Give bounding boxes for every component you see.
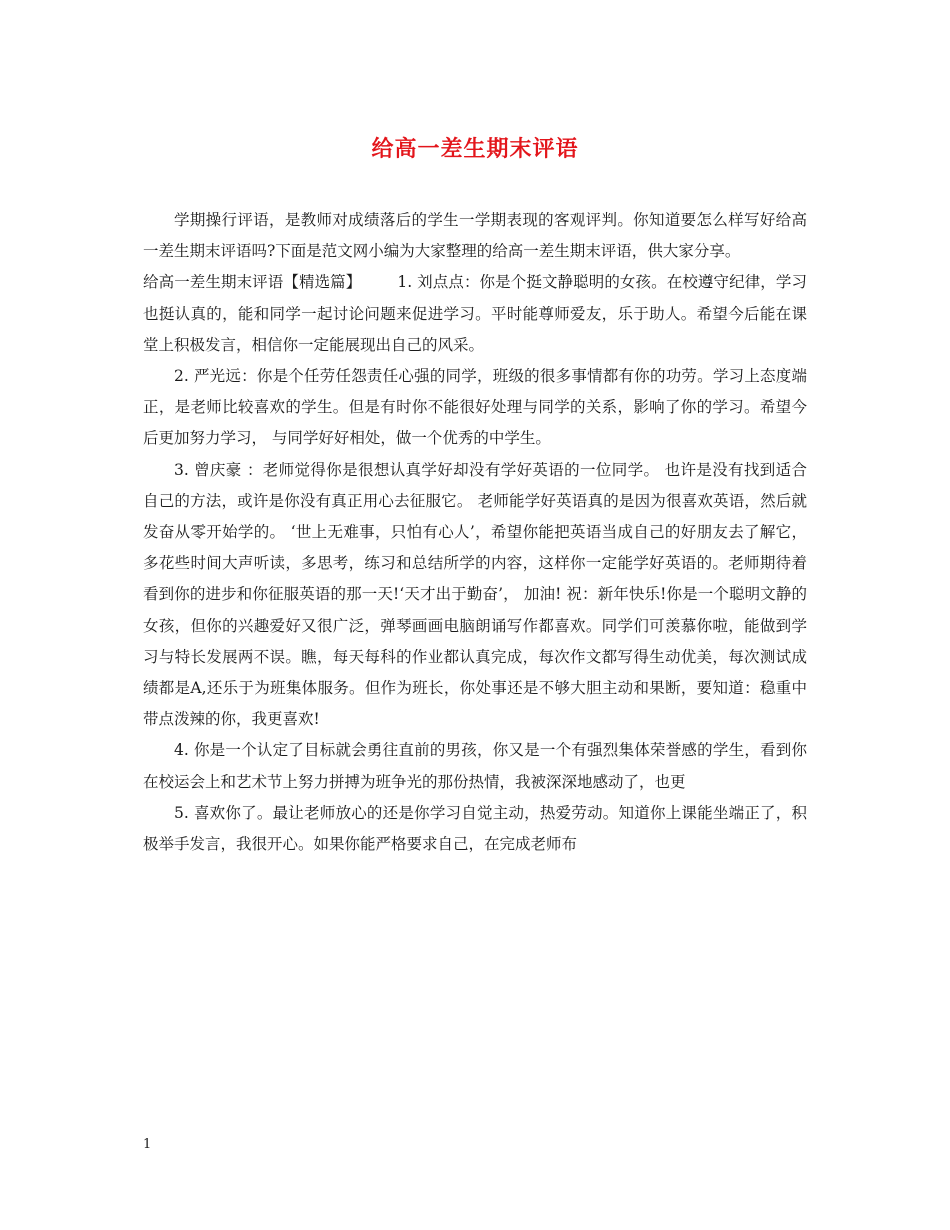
intro-paragraph: 学期操行评语，是教师对成绩落后的学生一学期表现的客观评判。你知道要怎么样写好给高一差生期末评语吗?下面是范文网小编为大家整理的给高一差生期末评语，供大家分享。 [143, 211, 807, 261]
section-heading-paragraph [143, 267, 807, 361]
document-body [143, 205, 807, 860]
page-number: 1 [143, 1137, 152, 1152]
document-title: 给高一差生期末评语 [371, 136, 579, 162]
section-heading: 给高一差生期末评语【精选篇】 [143, 273, 362, 292]
item-4: 4. 你是一个认定了目标就会勇往直前的男孩，你又是一个有强烈集体荣誉感的学生，看到你在校运会上和艺术节上努力拼搏为班争光的那份热情，我被深深地感动了，也更 [143, 741, 807, 791]
item-2: 2. 严光远：你是个任劳任怨责任心强的同学，班级的很多事情都有你的功劳。学习上态度端正，是老师比较喜欢的学生。但是有时你不能很好处理与同学的关系，影响了你的学习。希望今后更加努力学习， 与同学好好相处，做一个优秀的中学生。 [143, 367, 807, 448]
item-5: 5. 喜欢你了。最让老师放心的还是你学习自觉主动，热爱劳动。知道你上课能坐端正了，积极举手发言，我很开心。如果你能严格要求自己，在完成老师布 [143, 803, 807, 854]
item-3: 3. 曾庆豪 ：老师觉得你是很想认真学好却没有学好英语的一位同学。 也许是没有找到适合自己的方法，或许是你没有真正用心去征服它。 老师能学好英语真的是因为很喜欢英语，然后就发奋从零开始学的。 ‘世上无难事，只怕有心人’，希望你能把英语当成自己的好朋友去了解它，多花些时间大声听读，多思考，练习和总结所学的内容，这样你一定能学好英语的。老师期待着看到你的进步和你征服英语的那一天!‘天才出于勤奋’， 加油! 祝：新年快乐!你是一个聪明文静的女孩，但你的兴趣爱好又很广泛，弹琴画画电脑朗诵写作都喜欢。同学们可羡慕你啦，能做到学习与特长发展两不误。瞧，每天每科的作业都认真完成，每次作文都写得生动优美，每次测试成绩都是A,还乐于为班集体服务。但作为班长，你处事还是不够大胆主动和果断，要知道：稳重中带点泼辣的你，我更喜欢! [143, 460, 807, 729]
item-1: 1. 刘点点：你是个挺文静聪明的女孩。在校遵守纪律，学习也挺认真的，能和同学一起讨论问题来促进学习。平时能尊师爱友，乐于助人。希望今后能在课堂上积极发言，相信你一定能展现出自己的风采。 [143, 273, 807, 354]
